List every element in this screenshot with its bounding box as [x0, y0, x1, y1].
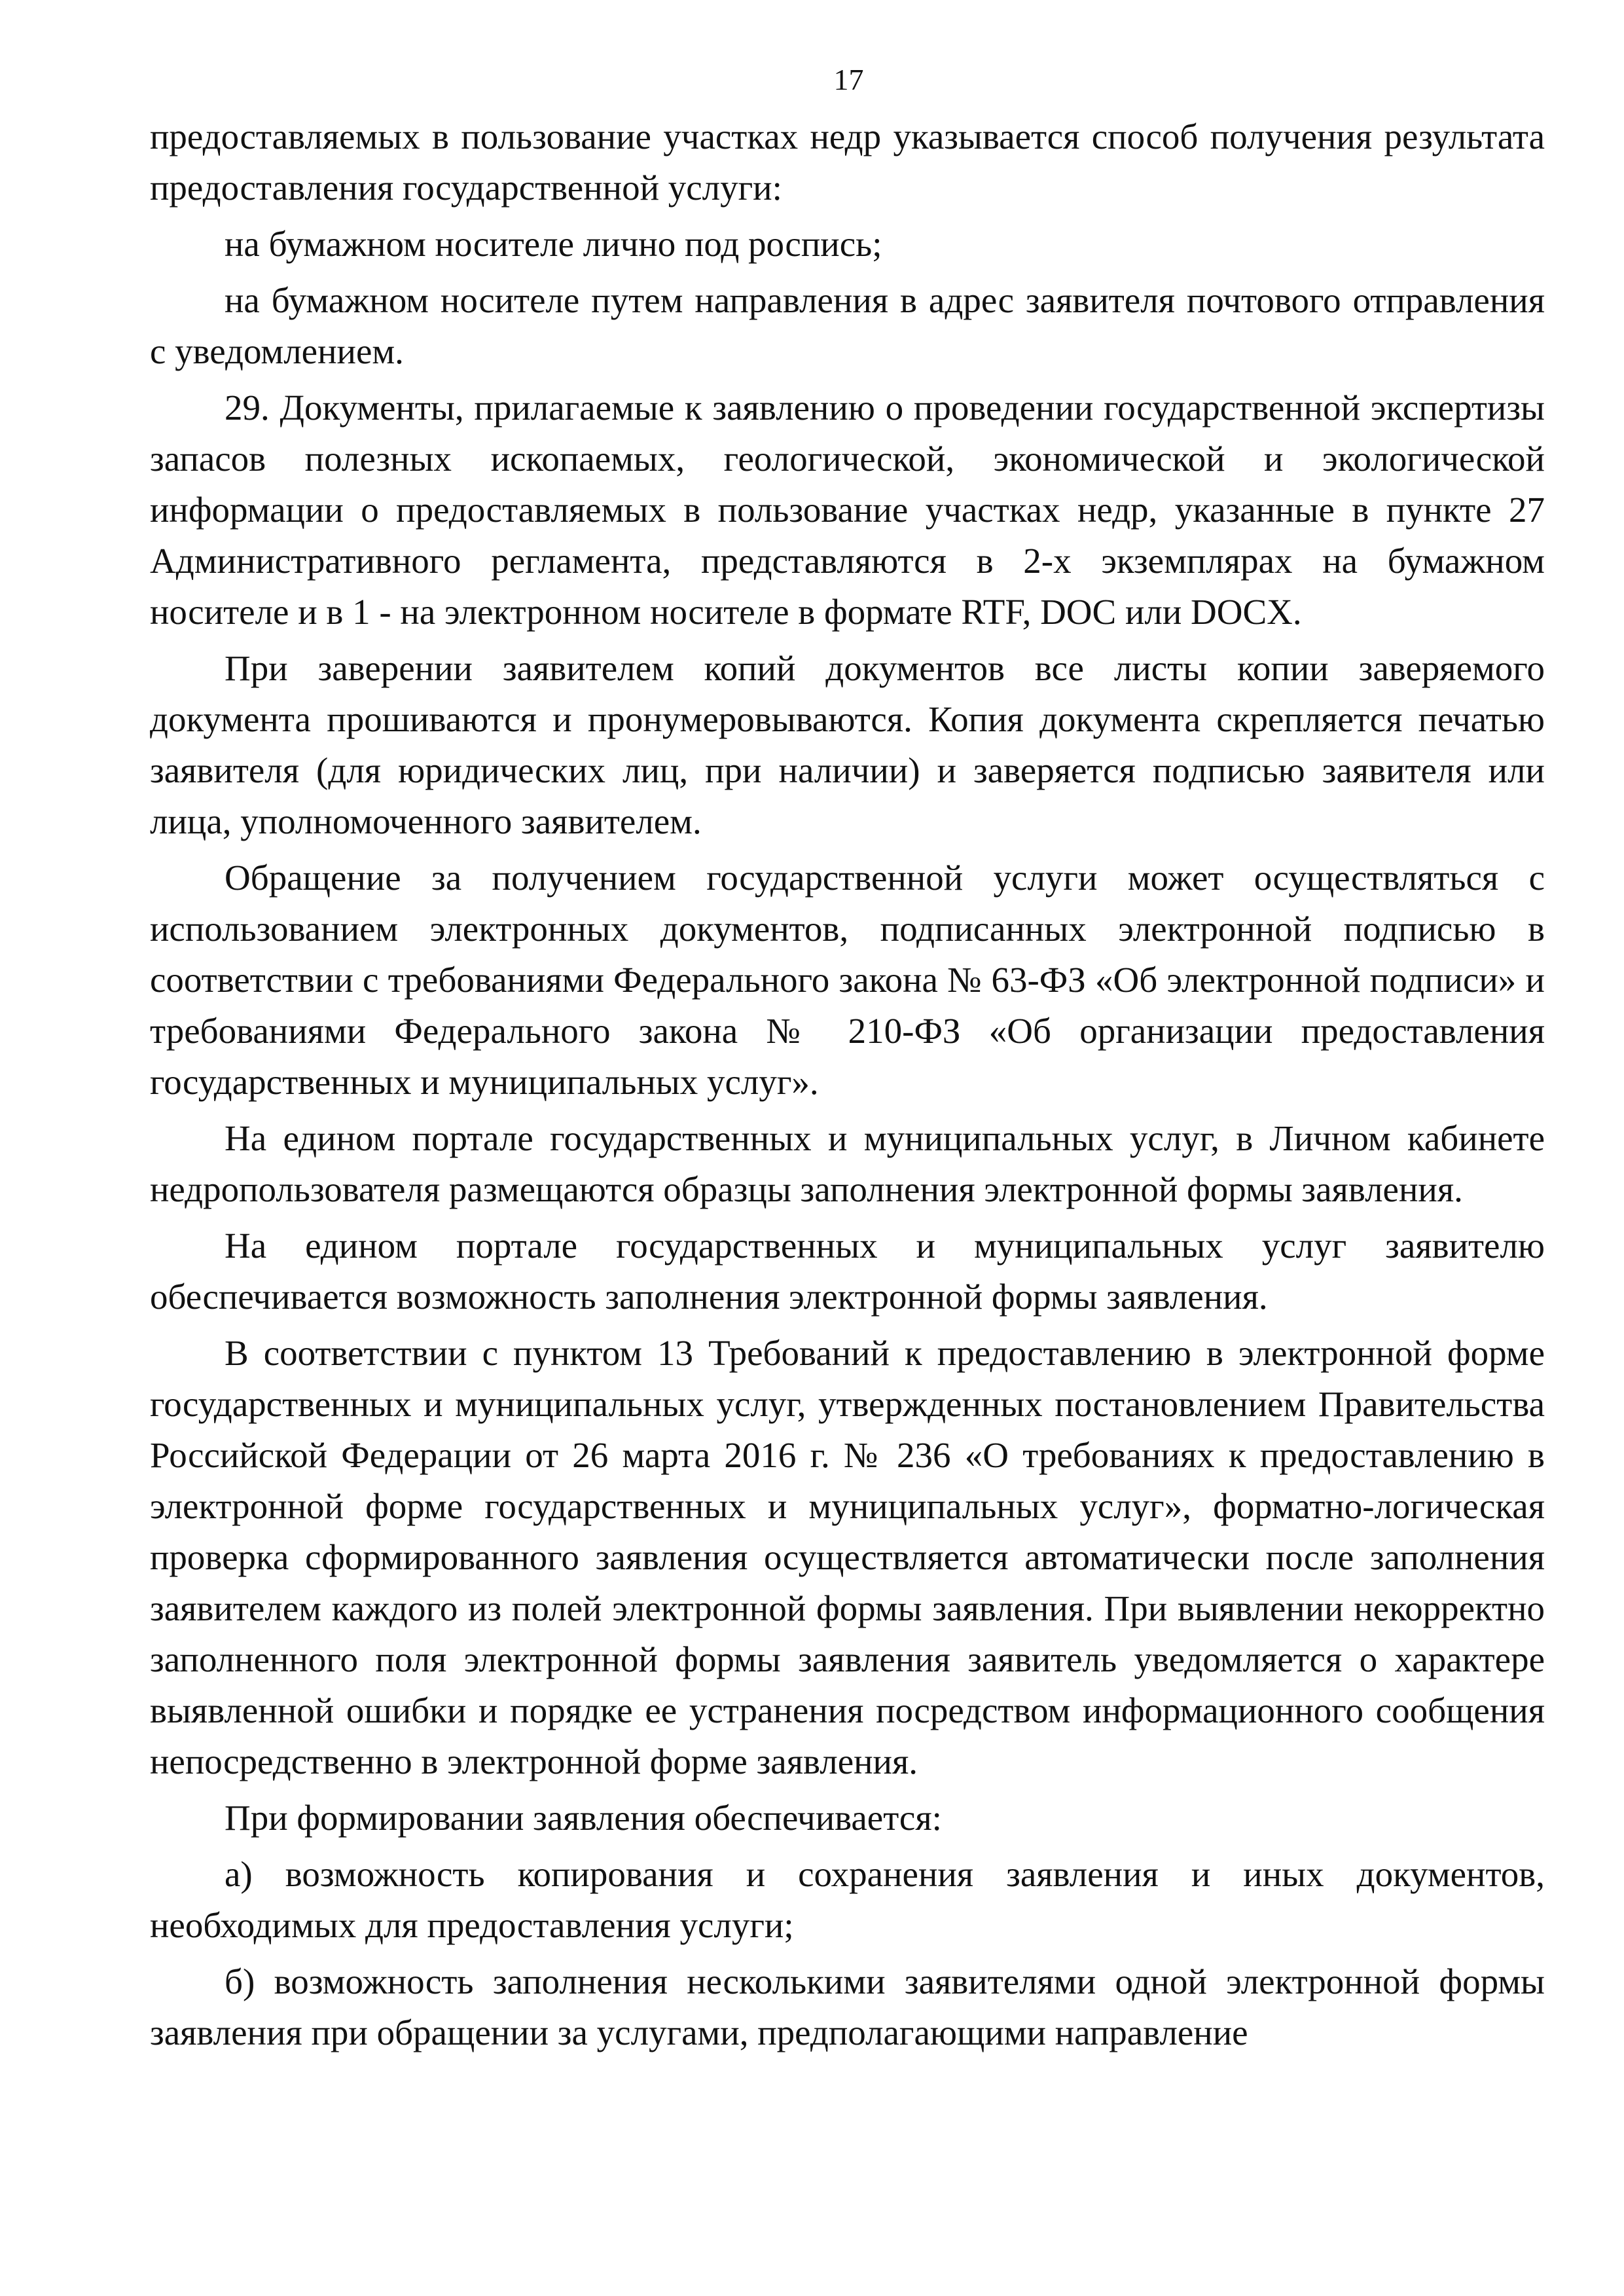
paragraph-format-logic-check: В соответствии с пунктом 13 Требований к предоставлению в электронной форме государственных и муниципальных услуг, утвержденных постановлением Правительства Российской Федерации от 26 марта 2016 г. № 236 «О требованиях к предоставлению в электронной форме государственных и муниципальных услуг», форматно-логическая проверка сформированного заявления осуществляется автоматически после заполнения заявителем каждого из полей электронной формы заявления. При выявлении некорректно заполненного поля электронной формы заявления заявитель уведомляется о характере выявленной ошибки и порядке ее устранения посредством информационного сообщения непосредственно в электронной форме заявления. — [150, 1333, 1545, 1781]
paragraph-portal-samples: На едином портале государственных и муниципальных услуг, в Личном кабинете недропользователя размещаются образцы заполнения электронной формы заявления. — [150, 1118, 1545, 1209]
paragraph-item-a: а) возможность копирования и сохранения заявления и иных документов, необходимых для предоставления услуги; — [150, 1854, 1545, 1945]
paragraph-portal-filling: На едином портале государственных и муниципальных услуг заявителю обеспечивается возможность заполнения электронной формы заявления. — [150, 1226, 1545, 1317]
paragraph-item-29: 29. Документы, прилагаемые к заявлению о проведении государственной экспертизы запасов полезных ископаемых, геологической, экономической и экологической информации о предоставляемых в пользование участках недр, указанные в пункте 27 Административного регламента, представляются в 2-х экземплярах на бумажном носителе и в 1 - на электронном носителе в формате RTF, DOC или DOCX. — [150, 388, 1545, 632]
paragraph-item-b: б) возможность заполнения несколькими заявителями одной электронной формы заявления при обращении за услугами, предполагающими направление — [150, 1961, 1545, 2052]
page-number: 17 — [833, 63, 864, 96]
paragraph-paper-mail: на бумажном носителе путем направления в адрес заявителя почтового отправления с уведомлением. — [150, 280, 1545, 371]
paragraph-copy-certification: При заверении заявителем копий документов все листы копии заверяемого документа прошиваются и пронумеровываются. Копия документа скрепляется печатью заявителя (для юридических лиц, при наличии) и заверяется подписью заявителя или лица, уполномоченного заявителем. — [150, 648, 1545, 841]
paragraph-continuation: предоставляемых в пользование участках недр указывается способ получения результата предоставления государственной услуги: — [150, 117, 1545, 208]
paragraph-form-provides: При формировании заявления обеспечивается: — [225, 1798, 942, 1838]
document-body — [150, 111, 1545, 2064]
paragraph-paper-personal: на бумажном носителе лично под роспись; — [225, 224, 882, 264]
paragraph-electronic-documents: Обращение за получением государственной услуги может осуществляться с использованием электронных документов, подписанных электронной подписью в соответствии с требованиями Федерального закона № 63-ФЗ «Об электронной подписи» и требованиями Федерального закона № 210-ФЗ «Об организации предоставления государственных и муниципальных услуг». — [150, 858, 1545, 1102]
